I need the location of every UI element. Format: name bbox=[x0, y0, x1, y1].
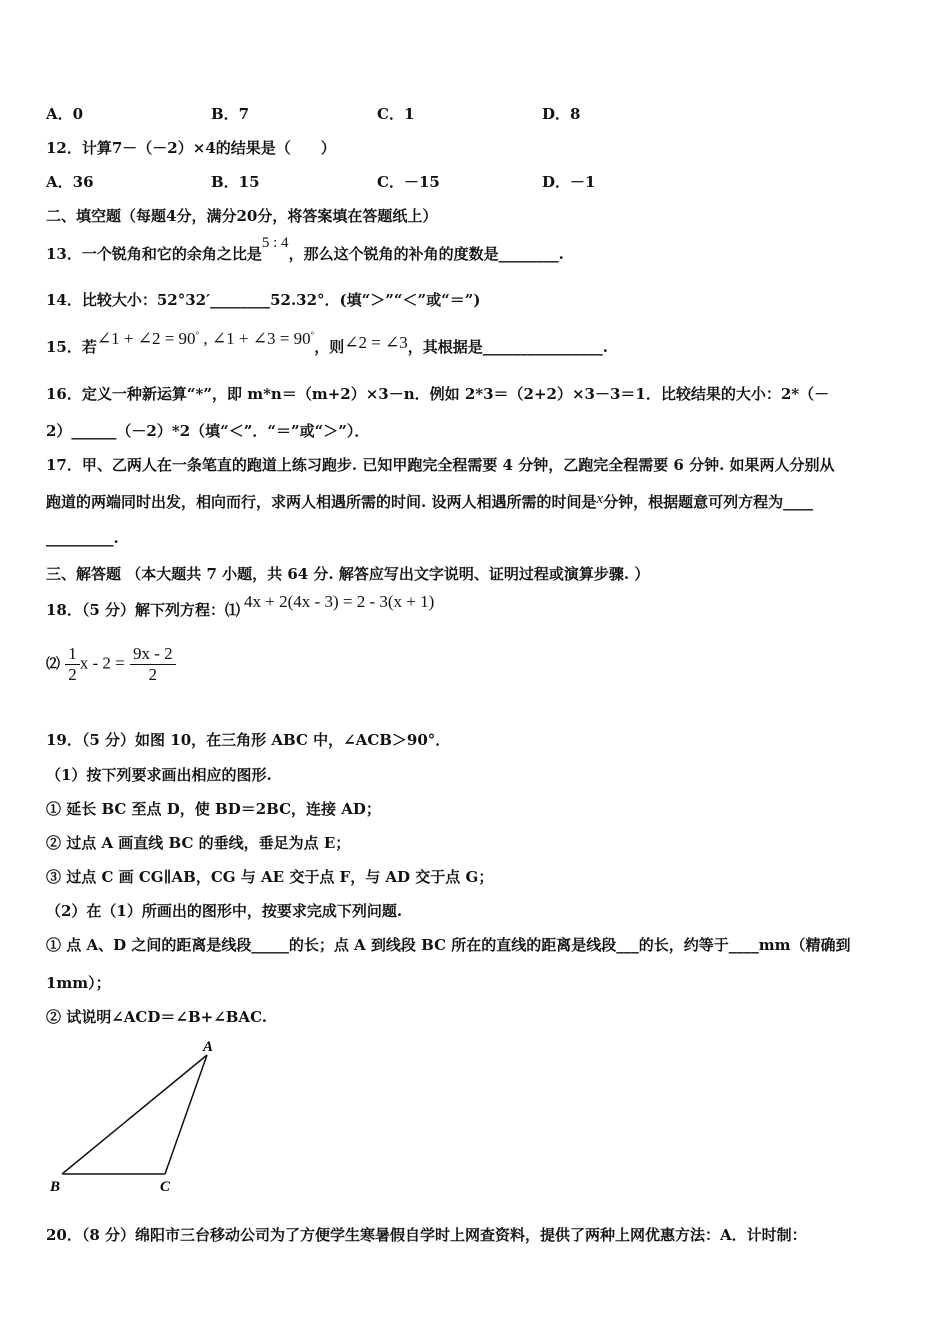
q12-option-a: A．36 bbox=[46, 173, 94, 191]
question-20: 20．（8 分）绵阳市三台移动公司为了方便学生寒暑假自学时上网查资料，提供了两种上网优惠方法：A．计时制： bbox=[46, 1226, 807, 1244]
q12-option-c: C．－15 bbox=[377, 173, 440, 191]
label-c: C bbox=[160, 1179, 171, 1195]
label-b: B bbox=[50, 1179, 61, 1195]
q15-condition-1: ∠1 + ∠2 = 90 bbox=[96, 329, 196, 348]
q18-fraction-1: $\frac{1}{2}$ bbox=[65, 644, 80, 685]
question-14: 14．比较大小：52°32′________52.32°．(填“＞”“＜”或“＝”) bbox=[46, 291, 481, 309]
q11-option-b: B．7 bbox=[211, 105, 250, 123]
question-19-stem: 19．（5 分）如图 10，在三角形 ABC 中，∠ACB＞90°． bbox=[46, 731, 451, 749]
section-2-heading: 二、填空题（每题4分，满分20分，将答案填在答题纸上） bbox=[46, 207, 438, 225]
q18-fraction-2: $\frac{9x - 2}{2}$ bbox=[130, 644, 176, 685]
q12-option-b: B．15 bbox=[211, 173, 260, 191]
q17-text-pre: 跑道的两端同时出发，相向而行，求两人相遇所需的时间. 设两人相遇所需的时间是 bbox=[46, 493, 597, 511]
q15-text-mid: ，则 bbox=[314, 338, 345, 356]
q19-step-1: ① 延长 BC 至点 D，使 BD＝2BC，连接 AD； bbox=[46, 800, 381, 818]
q11-option-c: C．1 bbox=[377, 105, 415, 123]
q12-stem: 12．计算7－（－2）×4的结果是（ ） bbox=[46, 139, 336, 157]
q13-text-pre: 13．一个锐角和它的余角之比是 bbox=[46, 245, 262, 263]
q17-text-post: 分钟，根据题意可列方程为____ bbox=[603, 493, 814, 511]
q19-task-1: ① 点 A、D 之间的距离是线段_____的长；点 A 到线段 BC 所在的直线的距离是线段___的长，约等于____mm（精确到 bbox=[46, 936, 851, 954]
q18-equation-2 bbox=[46, 644, 176, 685]
q19-task-1-continued: 1mm）； bbox=[46, 974, 111, 992]
q19-step-3: ③ 过点 C 画 CG∥AB，CG 与 AE 交于点 F，与 AD 交于点 G； bbox=[46, 868, 494, 886]
question-18 bbox=[46, 592, 435, 620]
q18-text-pre: 18．（5 分）解下列方程：⑴ bbox=[46, 601, 241, 619]
question-16-line-1: 16．定义一种新运算“*”，即 m*n＝（m+2）×3－n．例如 2*3＝（2+2）×3－3＝1．比较结果的大小：2*（－ bbox=[46, 385, 830, 403]
triangle-figure bbox=[40, 1035, 240, 1200]
q11-option-a: A．0 bbox=[46, 105, 84, 123]
question-17-line-3: _________. bbox=[46, 529, 119, 547]
q15-text-post: ，其根据是________________. bbox=[407, 338, 609, 356]
q13-ratio: 5 : 4 bbox=[261, 235, 289, 251]
label-a: A bbox=[203, 1039, 214, 1055]
question-15: 15．若∠1 + ∠2 = 90° , ∠1 + ∠3 = 90°，则∠2 = ∠3，其根据是________________. bbox=[46, 329, 609, 356]
q11-option-d: D．8 bbox=[542, 105, 581, 123]
q12-option-d: D．－1 bbox=[542, 173, 596, 191]
question-17-line-1: 17．甲、乙两人在一条笔直的跑道上练习跑步. 已知甲跑完全程需要 4 分钟，乙跑完全程需要 6 分钟. 如果两人分别从 bbox=[46, 456, 835, 474]
q19-task-2: ② 试说明∠ACD＝∠B+∠BAC. bbox=[46, 1008, 267, 1026]
q17-variable: x bbox=[596, 491, 604, 507]
question-13 bbox=[46, 235, 564, 264]
q13-text-post: ，那么这个锐角的补角的度数是________. bbox=[288, 245, 564, 263]
section-3-heading: 三、解答题 （本大题共 7 小题，共 64 分. 解答应写出文字说明、证明过程或演算步骤. ） bbox=[46, 565, 650, 583]
q15-condition-2: ∠1 + ∠3 = 90 bbox=[211, 329, 311, 348]
question-16-line-2: 2）______（－2）*2（填“＜”．“＝”或“＞”）． bbox=[46, 422, 370, 440]
q19-part-1: （1）按下列要求画出相应的图形. bbox=[46, 766, 272, 784]
q18-equation-1: 4x + 2(4x - 3) = 2 - 3(x + 1) bbox=[244, 592, 435, 611]
q18-part-2-label: ⑵ bbox=[46, 656, 60, 673]
q15-conclusion: ∠2 = ∠3 bbox=[344, 333, 408, 352]
q19-step-2: ② 过点 A 画直线 BC 的垂线，垂足为点 E； bbox=[46, 834, 351, 852]
question-17-line-2 bbox=[46, 491, 813, 512]
q18-equation-2-middle: x - 2 = bbox=[79, 653, 125, 673]
q15-text-pre: 15．若 bbox=[46, 338, 97, 356]
q19-part-2: （2）在（1）所画出的图形中，按要求完成下列问题. bbox=[46, 902, 403, 920]
